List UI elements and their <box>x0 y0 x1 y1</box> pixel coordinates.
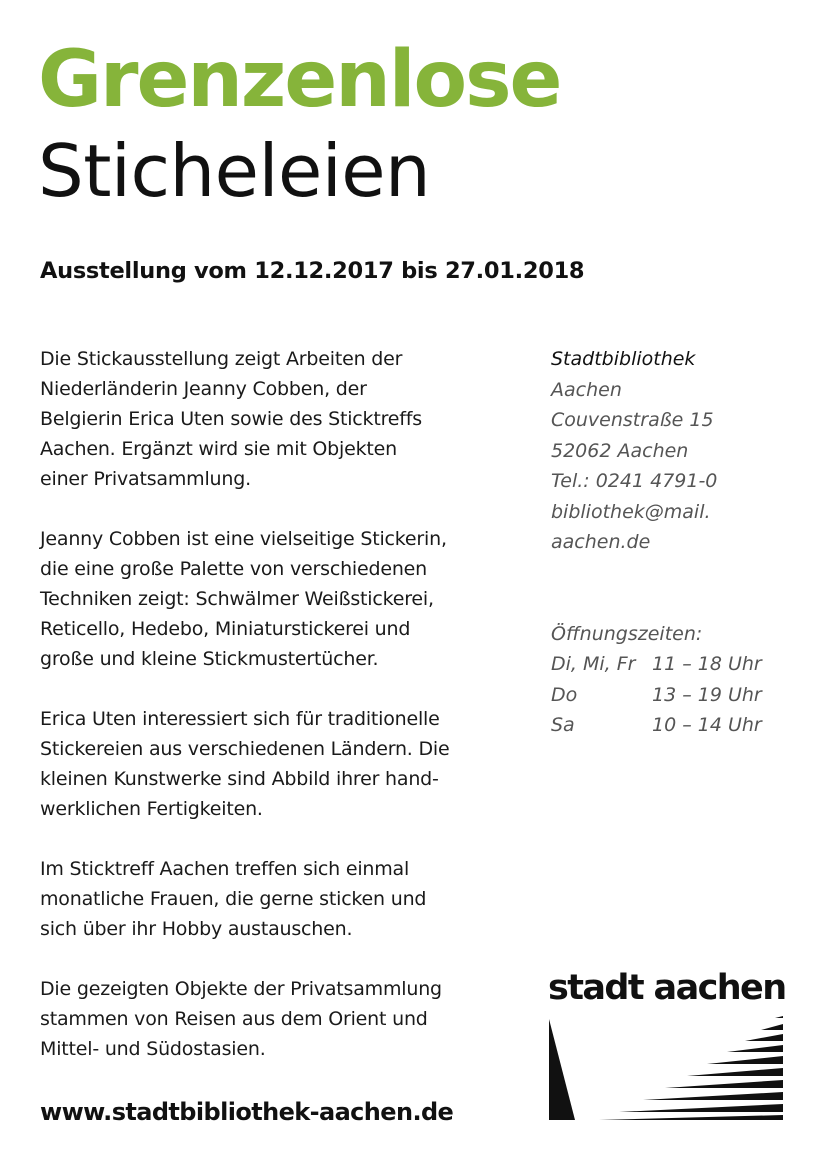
library-street: Couvenstraße 15 <box>551 409 714 431</box>
library-name: Stadtbibliothek <box>551 348 696 370</box>
contact-info <box>551 344 791 741</box>
opening-hours-row <box>551 680 791 711</box>
opening-hours-row <box>551 710 791 741</box>
opening-hours-row <box>551 649 791 680</box>
title-line-2: Sticheleien <box>38 129 431 213</box>
paragraph-intro: Die Stickausstellung zeigt Arbeiten der Niederländerin Jeanny Cobben, der Belgierin Erica Uten sowie des Sticktreffs Aachen. Ergänzt wird sie mit Objekten einer Privatsammlung. <box>40 348 422 490</box>
opening-hours-time: 13 – 19 Uhr <box>652 683 762 706</box>
library-email-part-2: aachen.de <box>551 531 651 553</box>
library-city: Aachen <box>551 378 622 401</box>
library-email-part-1: bibliothek@mail. <box>551 500 711 523</box>
paragraph-private-collection: Die gezeigten Objekte der Privatsammlung stammen von Reisen aus dem Orient und Mittel- und Südostasien. <box>40 978 442 1060</box>
description-column <box>40 344 510 1094</box>
paragraph-jeanny-cobben: Jeanny Cobben ist eine vielseitige Stickerin, die eine große Palette von verschiedenen Techniken zeigt: Schwälmer Weißstickerei, Reticello, Hedebo, Miniaturstickerei und große und kleine Stickmustertücher. <box>40 528 447 670</box>
opening-hours-time: 11 – 18 Uhr <box>652 653 762 675</box>
paragraph-erica-uten: Erica Uten interessiert sich für traditionelle Stickereien aus verschiedenen Ländern. Die kleinen Kunstwerke sind Abbild ihrer hand- werklichen Fertigkeiten. <box>40 708 450 820</box>
website-url: www.stadtbibliothek-aachen.de <box>40 1098 454 1126</box>
opening-hours-time: 10 – 14 Uhr <box>652 714 762 736</box>
opening-hours-title: Öffnungszeiten: <box>551 622 703 645</box>
paragraph-sticktreff: Im Sticktreff Aachen treffen sich einmal monatliche Frauen, die gerne sticken und sich über ihr Hobby austauschen. <box>40 858 427 940</box>
stadt-aachen-logo-icon <box>549 1012 785 1120</box>
library-phone: Tel.: 0241 4791-0 <box>551 470 718 492</box>
exhibition-dates: Ausstellung vom 12.12.2017 bis 27.01.2018 <box>40 258 585 284</box>
library-postal: 52062 Aachen <box>551 439 689 462</box>
opening-hours-days: Di, Mi, Fr <box>551 653 636 675</box>
title-line-1: Grenzenlose <box>38 35 561 125</box>
opening-hours-days: Do <box>551 683 578 706</box>
opening-hours-days: Sa <box>551 714 575 736</box>
logo-wordmark: stadt aachen <box>548 968 786 1008</box>
